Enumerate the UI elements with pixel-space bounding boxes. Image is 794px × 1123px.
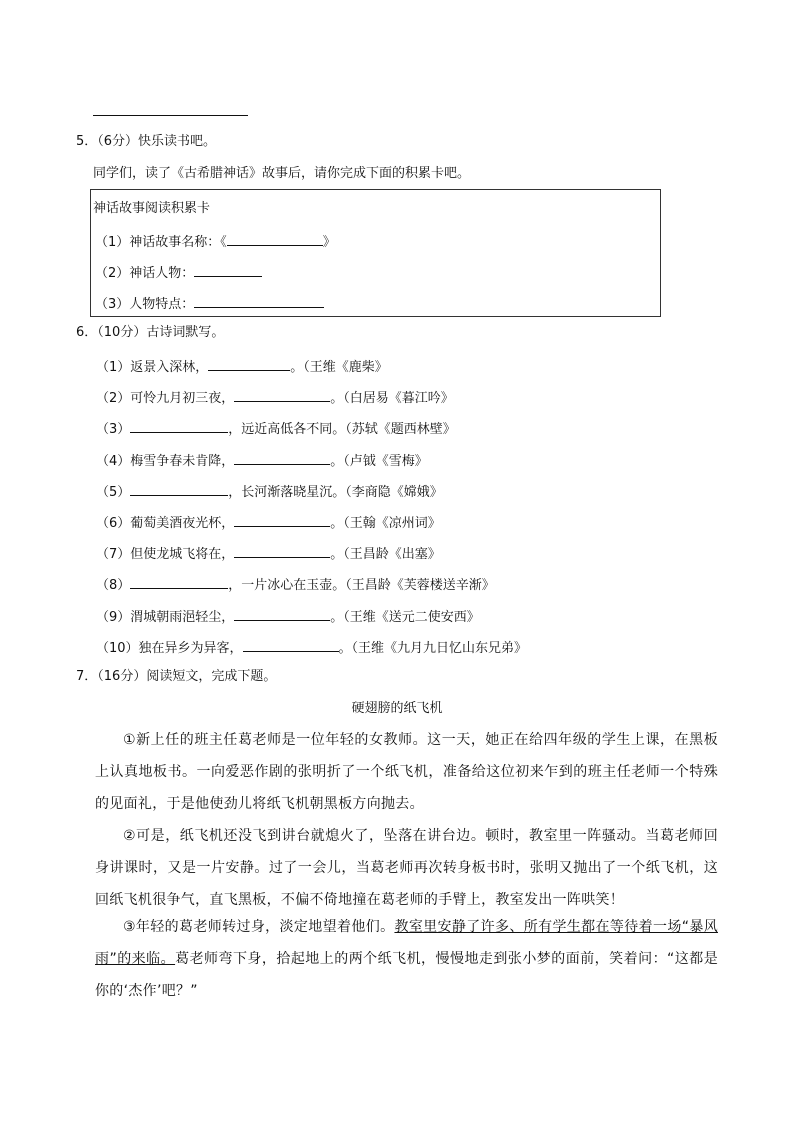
answer-blank[interactable] bbox=[234, 450, 330, 465]
poem-line: （8） ，一片冰心在玉壶。（王昌龄《芙蓉楼送辛渐》 bbox=[96, 574, 495, 595]
q6-heading: 6．（10分）古诗词默写。 bbox=[76, 325, 225, 340]
passage-paragraph-1: ①新上任的班主任葛老师是一位年轻的女教师。这一天，她正在给四年级的学生上课，在黑板上认真地板书。一向爱恶作剧的张明折了一个纸飞机，准备给这位初来乍到的班主任老师一个特殊的见面礼，于是他使劲儿将纸飞机朝黑板方向抛去。 bbox=[95, 732, 718, 812]
answer-blank[interactable] bbox=[130, 481, 228, 496]
card-item-2 bbox=[95, 262, 262, 283]
poem-line: （5） ，长河渐落晓星沉。（李商隐《嫦娥》 bbox=[96, 481, 443, 502]
answer-blank-line[interactable] bbox=[93, 115, 248, 116]
card-item-3-label: （3）人物特点： bbox=[95, 297, 195, 312]
card-item-1-close: 》 bbox=[322, 235, 336, 250]
card-item-1 bbox=[95, 231, 336, 252]
answer-blank[interactable] bbox=[208, 356, 290, 371]
poem-line: （3） ，远近高低各不同。（苏轼《题西林壁》 bbox=[96, 418, 456, 439]
answer-blank[interactable] bbox=[234, 543, 330, 558]
answer-blank[interactable] bbox=[234, 512, 330, 527]
answer-blank[interactable] bbox=[234, 606, 330, 621]
answer-blank[interactable] bbox=[243, 637, 339, 652]
answer-blank[interactable] bbox=[234, 387, 330, 402]
poem-line: （6）葡萄美酒夜光杯， 。（王翰《凉州词》 bbox=[96, 512, 441, 533]
q5-heading: 5．（6分）快乐读书吧。 bbox=[76, 134, 217, 149]
poem-line: （9）渭城朝雨浥轻尘， 。（王维《送元二使安西》 bbox=[96, 606, 480, 627]
answer-blank[interactable] bbox=[130, 418, 228, 433]
poem-line: （2）可怜九月初三夜， 。（白居易《暮江吟》 bbox=[96, 387, 454, 408]
card-item-1-label: （1）神话故事名称：《 bbox=[95, 235, 227, 250]
card-item-2-label: （2）神话人物： bbox=[95, 266, 195, 281]
answer-blank[interactable] bbox=[130, 574, 228, 589]
answer-blank[interactable] bbox=[194, 293, 324, 308]
q7-heading: 7．（16分）阅读短文，完成下题。 bbox=[76, 669, 277, 684]
poem-line: （1）返景入深林， 。（王维《鹿柴》 bbox=[96, 356, 388, 377]
underlined-sentence: 教室里安静了许多、所有学生都在等待着一场“暴风雨”的来临。 bbox=[95, 919, 718, 967]
poem-line: （7）但使龙城飞将在， 。（王昌龄《出塞》 bbox=[96, 543, 441, 564]
card-title: 神话故事阅读积累卡 bbox=[93, 201, 211, 216]
q5-intro: 同学们，读了《古希腊神话》故事后，请你完成下面的积累卡吧。 bbox=[93, 166, 471, 181]
answer-blank[interactable] bbox=[227, 231, 323, 246]
passage-paragraph-3: ③年轻的葛老师转过身，淡定地望着他们。教室里安静了许多、所有学生都在等待着一场“暴风雨”的来临。葛老师弯下身，拾起地上的两个纸飞机，慢慢地走到张小梦的面前，笑着问：“这都是你的‘杰作’吧？” bbox=[95, 919, 718, 999]
card-item-3 bbox=[95, 293, 324, 314]
passage-title: 硬翅膀的纸飞机 bbox=[351, 701, 443, 716]
answer-blank[interactable] bbox=[194, 262, 262, 277]
passage-paragraph-2: ②可是，纸飞机还没飞到讲台就熄火了，坠落在讲台边。顿时，教室里一阵骚动。当葛老师回身讲课时，又是一片安静。过了一会儿，当葛老师再次转身板书时，张明又抛出了一个纸飞机，这回纸飞机很争气，直飞黑板，不偏不倚地撞在葛老师的手臂上，教室发出一阵哄笑！ bbox=[95, 828, 718, 908]
reading-card bbox=[90, 189, 661, 317]
poem-line: （10）独在异乡为异客， 。（王维《九月九日忆山东兄弟》 bbox=[96, 637, 527, 658]
poem-line: （4）梅雪争春未肯降， 。（卢钺《雪梅》 bbox=[96, 450, 428, 471]
